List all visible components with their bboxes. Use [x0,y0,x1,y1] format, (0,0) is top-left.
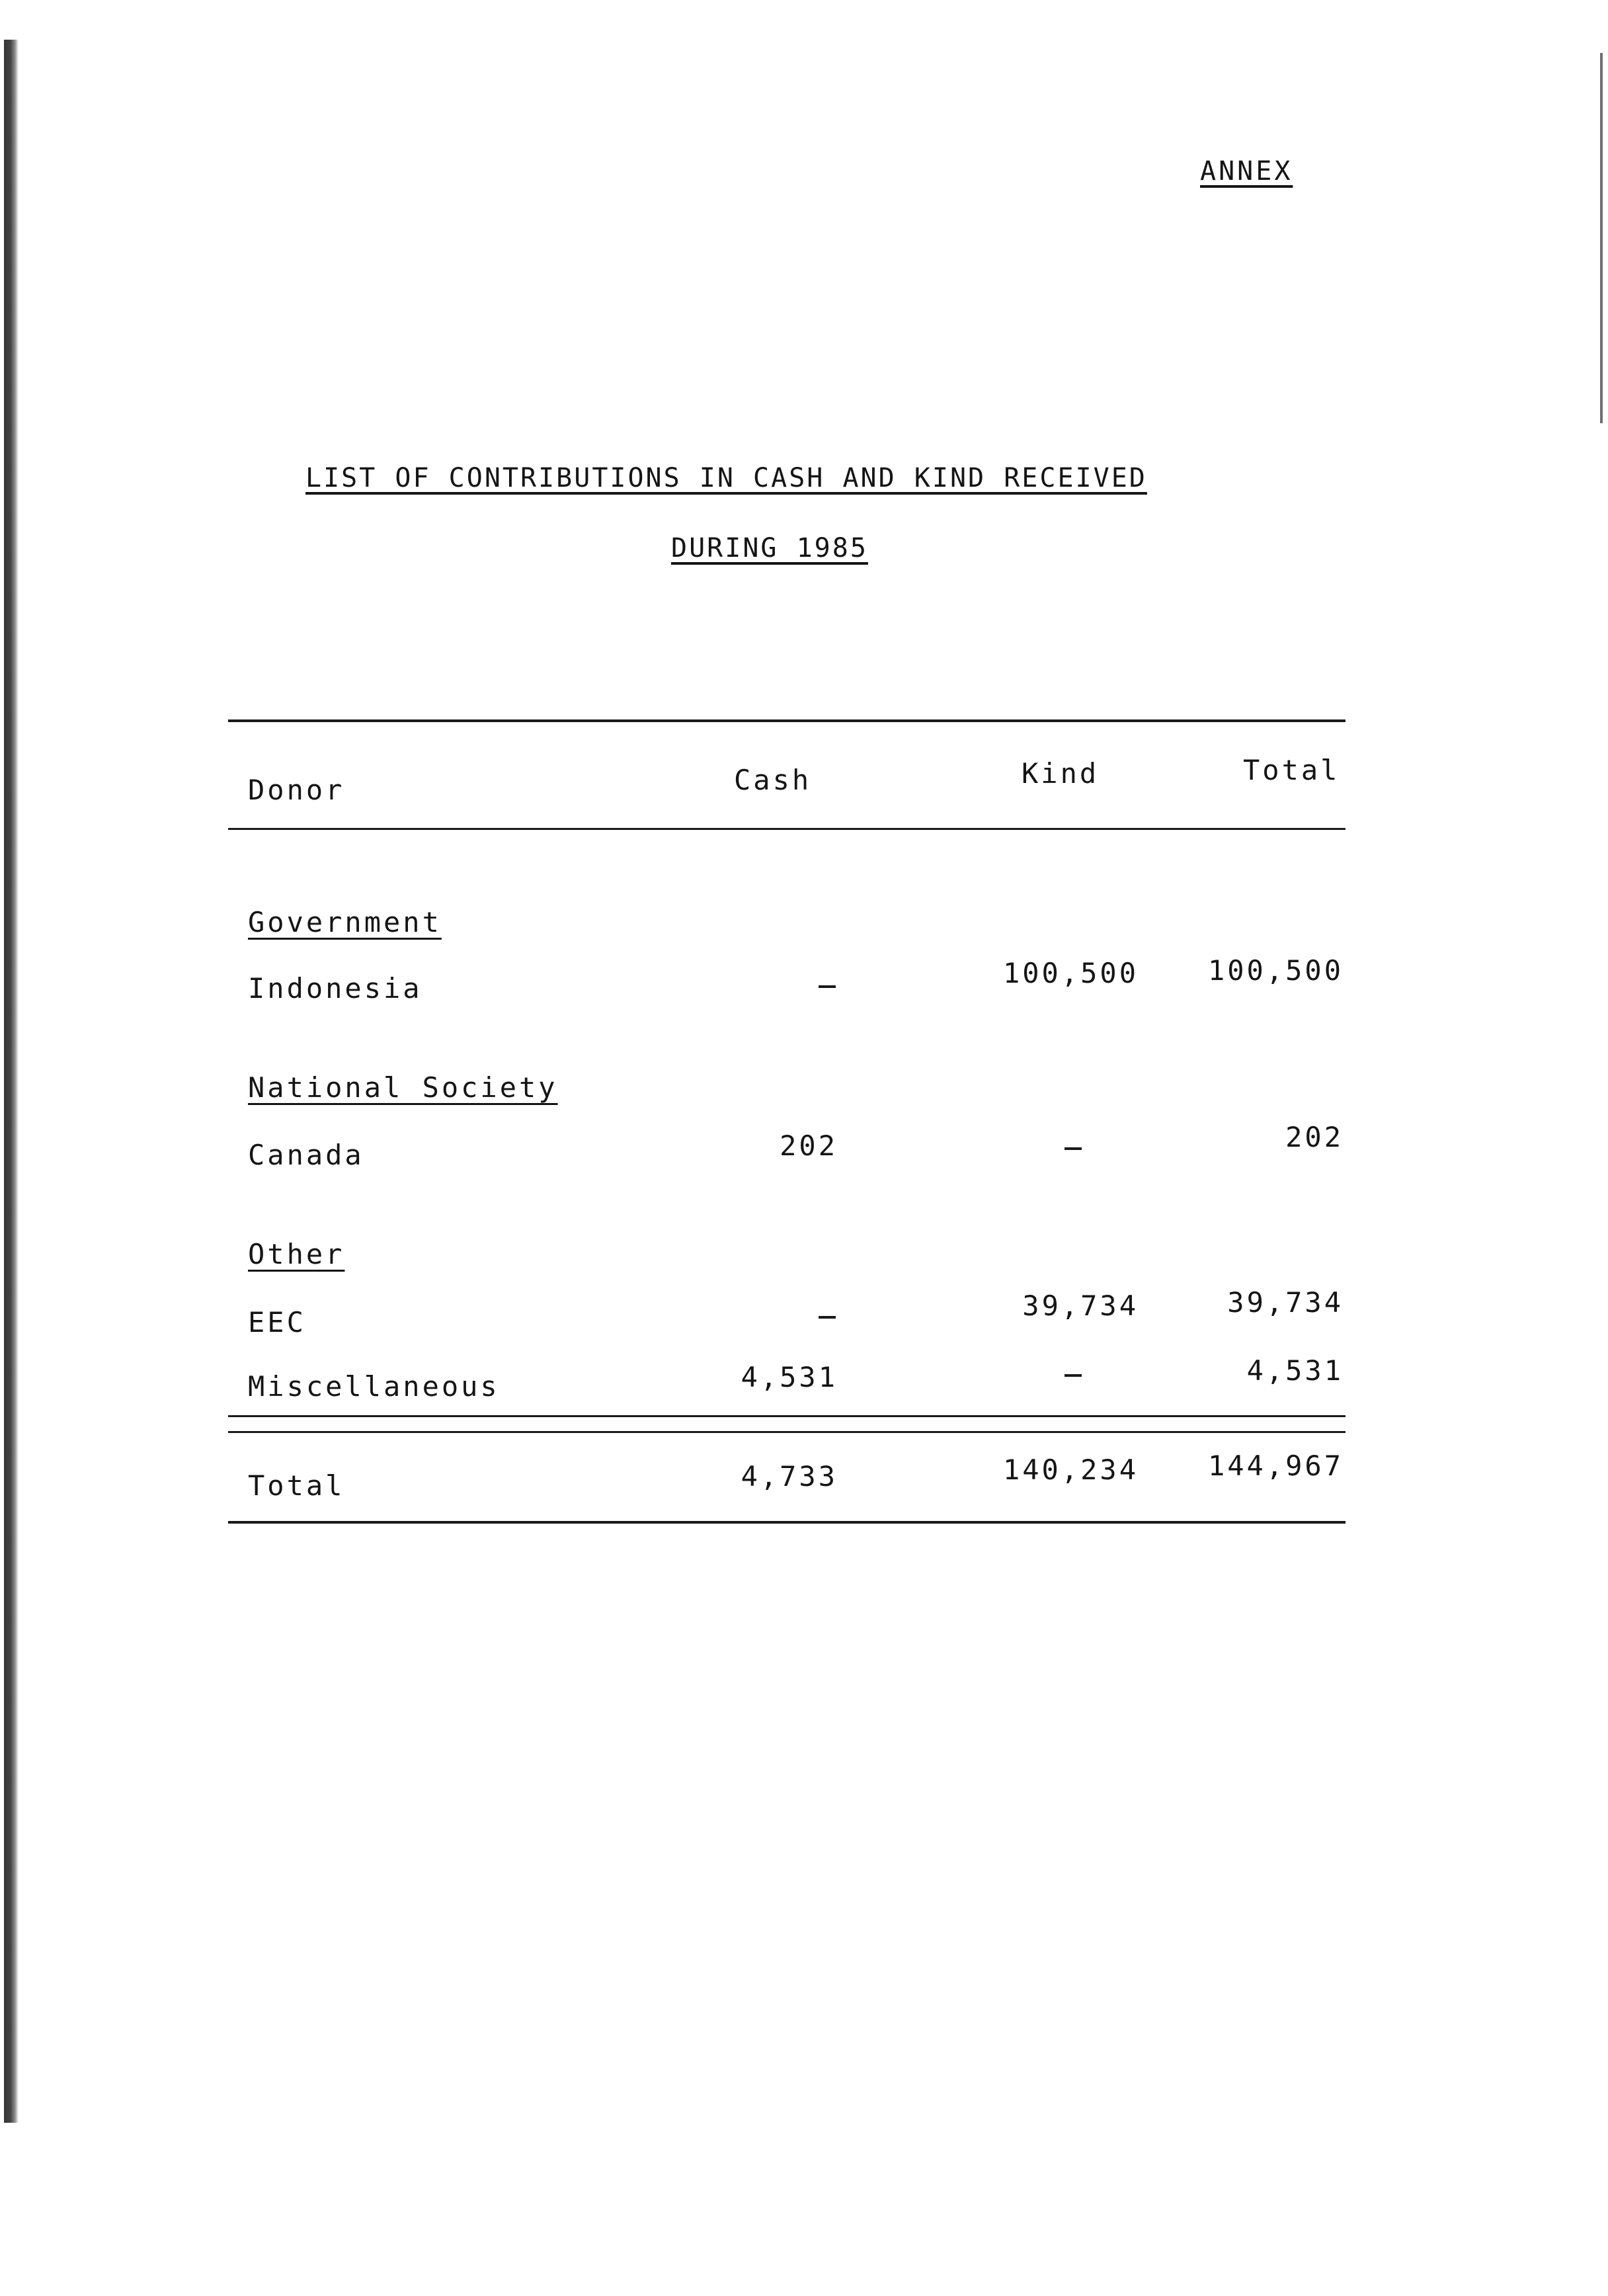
table-cell-total-indonesia: 100,500 [1207,954,1344,987]
table-row-donor-miscellaneous: Miscellaneous [248,1370,500,1403]
table-cell-total-miscellaneous: 4,531 [1246,1354,1344,1387]
total-top-rule-1 [228,1415,1346,1417]
table-top-rule [228,719,1346,722]
cash-empty-dash-indonesia [819,985,836,988]
total-cell-cash: 4,733 [741,1460,838,1493]
total-top-rule-2 [228,1431,1346,1433]
table-row-donor-canada: Canada [248,1139,364,1171]
header-bottom-rule [228,828,1346,830]
header-cash: Cash [734,764,812,796]
table-cell-kind-indonesia: 100,500 [1002,957,1139,989]
table-cell-total-canada: 202 [1285,1121,1344,1153]
scan-edge-artifact-right [1600,53,1603,423]
table-cell-cash-canada: 202 [780,1129,838,1162]
kind-empty-dash-canada [1065,1147,1082,1150]
section-heading-national-society: National Society [248,1071,558,1104]
scan-edge-artifact [4,40,19,2123]
document-subtitle: DURING 1985 [671,533,868,563]
table-row-donor-eec: EEC [248,1306,306,1338]
annex-label: ANNEX [1200,156,1293,186]
header-donor: Donor [248,774,345,806]
table-cell-total-eec: 39,734 [1227,1286,1344,1319]
table-cell-cash-miscellaneous: 4,531 [741,1361,838,1393]
cash-empty-dash-eec [819,1316,836,1319]
header-total: Total [1243,754,1340,786]
table-row-donor-indonesia: Indonesia [248,972,422,1004]
total-cell-total: 144,967 [1207,1450,1344,1482]
document-title: LIST OF CONTRIBUTIONS IN CASH AND KIND RECEIVED [305,463,1147,493]
kind-empty-dash-miscellaneous [1065,1374,1082,1377]
total-row-label: Total [248,1469,345,1502]
table-cell-kind-eec: 39,734 [1022,1290,1139,1322]
section-heading-other: Other [248,1238,345,1270]
header-kind: Kind [1022,757,1100,790]
table-bottom-rule [228,1521,1346,1524]
total-cell-kind: 140,234 [1002,1454,1139,1486]
section-heading-government: Government [248,906,442,938]
